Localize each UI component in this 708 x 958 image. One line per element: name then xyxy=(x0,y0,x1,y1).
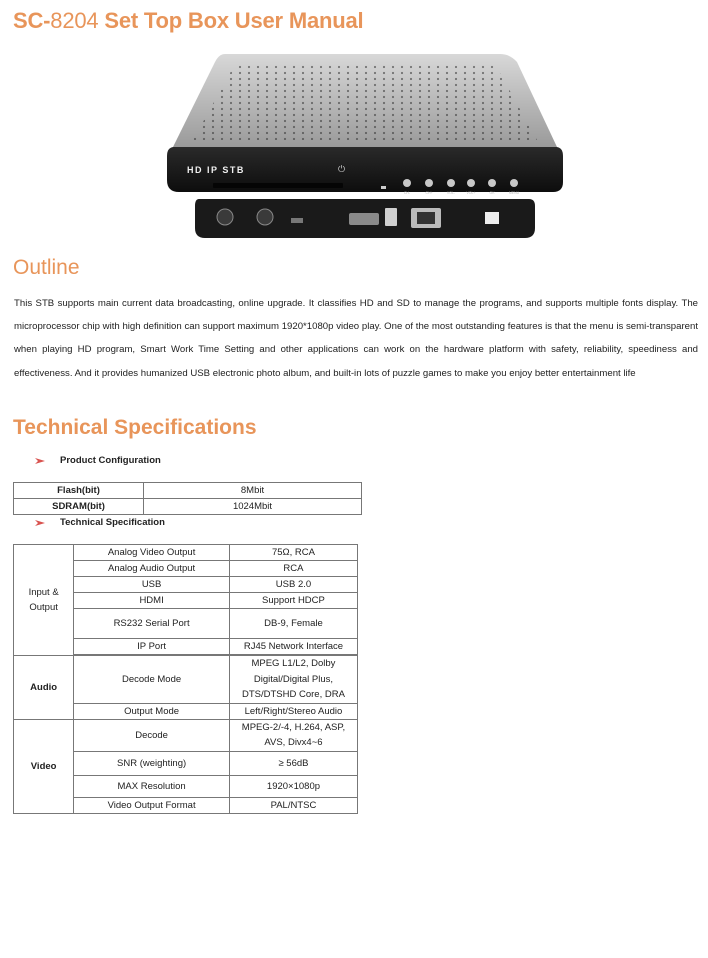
spec-value: MPEG L1/L2, Dolby Digital/Digital Plus, DTS/DTSHD Core, DRA xyxy=(229,656,357,704)
spec-item: IP Port xyxy=(74,639,230,655)
spec-value: RJ45 Network Interface xyxy=(229,639,357,655)
table-row xyxy=(14,719,358,751)
config-value: 8Mbit xyxy=(144,483,362,499)
spec-item: Analog Audio Output xyxy=(74,561,230,577)
spec-item: Output Mode xyxy=(74,703,230,719)
title-rest: Set Top Box User Manual xyxy=(98,8,364,33)
model-number: 8204 xyxy=(50,8,99,33)
device-button-label: CH+ xyxy=(425,191,433,195)
svg-text:⏻: ⏻ xyxy=(338,165,346,175)
table-row xyxy=(14,656,358,704)
spec-item: Decode xyxy=(74,719,230,751)
spec-item: Analog Video Output xyxy=(74,545,230,561)
spec-item: Video Output Format xyxy=(74,797,230,813)
spec-value: Support HDCP xyxy=(229,593,357,609)
device-button-label: VOL+ xyxy=(466,191,476,195)
device-button-label: VOL- xyxy=(446,191,456,195)
device-button-label: MENU xyxy=(508,191,520,195)
set-top-box-image xyxy=(165,52,565,242)
device-label: HD IP STB xyxy=(187,165,245,175)
spec-item: MAX Resolution xyxy=(74,775,230,797)
spec-value: MPEG-2/-4, H.264, ASP, AVS, Divx4~6 xyxy=(229,719,357,751)
bullet-arrow-icon xyxy=(34,456,48,466)
spec-value: USB 2.0 xyxy=(229,577,357,593)
spec-value: RCA xyxy=(229,561,357,577)
product-config-bullet xyxy=(34,455,161,466)
spec-item: Decode Mode xyxy=(74,656,230,704)
device-button-label: CH- xyxy=(403,191,411,195)
tech-spec-label: Technical Specification xyxy=(60,517,165,528)
spec-value: ≥ 56dB xyxy=(229,751,357,775)
spec-item: HDMI xyxy=(74,593,230,609)
group-video: Video xyxy=(14,719,74,813)
tech-spec-bullet xyxy=(34,517,165,528)
config-value: 1024Mbit xyxy=(144,499,362,515)
group-input-output: Input & Output xyxy=(14,545,74,656)
spec-value: Left/Right/Stereo Audio xyxy=(229,703,357,719)
group-audio: Audio xyxy=(14,656,74,720)
page-title xyxy=(13,8,363,34)
spec-item: SNR (weighting) xyxy=(74,751,230,775)
table-row xyxy=(14,499,362,515)
bullet-arrow-icon xyxy=(34,518,48,528)
outline-heading: Outline xyxy=(13,256,80,279)
spec-item: RS232 Serial Port xyxy=(74,609,230,639)
spec-value: 1920×1080p xyxy=(229,775,357,797)
tech-spec-heading: Technical Specifications xyxy=(13,416,257,439)
table-row xyxy=(14,483,362,499)
model-prefix: SC- xyxy=(13,8,51,33)
config-key: Flash(bit) xyxy=(14,483,144,499)
table-row xyxy=(14,545,358,561)
config-key: SDRAM(bit) xyxy=(14,499,144,515)
outline-paragraph: This STB supports main current data broadcasting, online upgrade. It classifies HD and SD to manage the programs, and supports multiple fonts display. The microprocessor chip with high definition can support maximum 1920*1080p video play. One of the most outstanding features is that the menu is semi-transparent when playing HD program, Smart Work Time Setting and other applications can work on the hardware platform with safety, reliability, speediness and effectiveness. And it provides humanized USB electronic photo album, and built-in lots of puzzle games to make you enjoy better entertainment life xyxy=(14,298,698,379)
product-config-table xyxy=(13,482,362,515)
tech-spec-table xyxy=(13,544,358,814)
product-config-label: Product Configuration xyxy=(60,455,161,466)
device-button-label: OK xyxy=(489,191,495,195)
spec-value: 75Ω, RCA xyxy=(229,545,357,561)
spec-value: DB-9, Female xyxy=(229,609,357,639)
spec-item: USB xyxy=(74,577,230,593)
spec-value: PAL/NTSC xyxy=(229,797,357,813)
